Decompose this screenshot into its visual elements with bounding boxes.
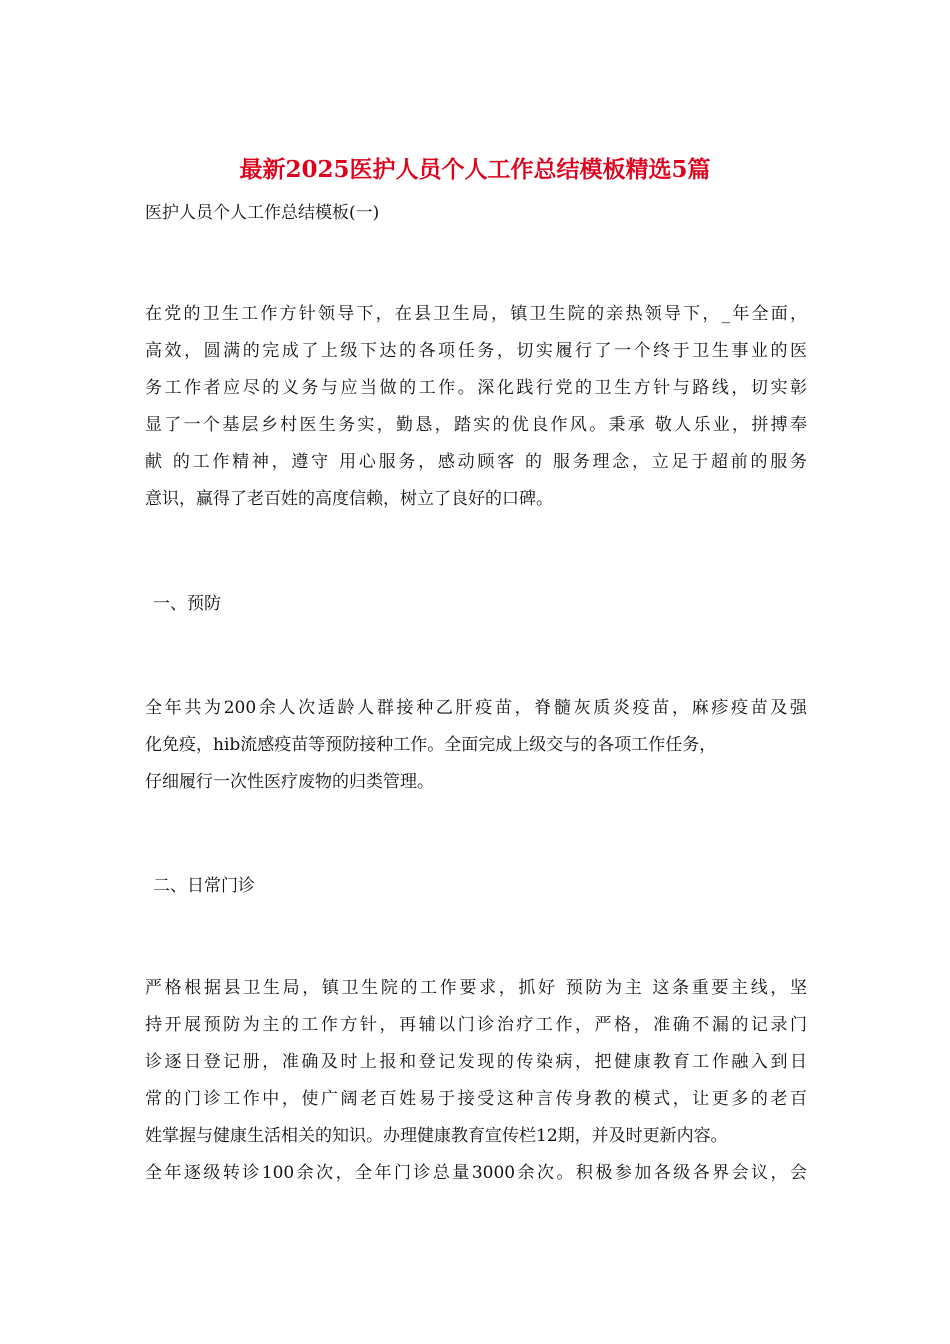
- section2-line: 持开展预防为主的工作方针，再辅以门诊治疗工作，严格，准确不漏的记录门: [145, 1015, 807, 1035]
- section2-line: 全年逐级转诊100余次，全年门诊总量3000余次。积极参加各级各界会议，会: [145, 1163, 807, 1183]
- section1-line: 仔细履行一次性医疗废物的归类管理。: [145, 772, 434, 792]
- document-title: 最新2025医护人员个人工作总结模板精选5篇: [239, 156, 711, 183]
- intro-line: 高效，圆满的完成了上级下达的各项任务，切实履行了一个终于卫生事业的医: [145, 341, 807, 361]
- intro-line: 在党的卫生工作方针领导下，在县卫生局，镇卫生院的亲热领导下，_年全面，: [145, 304, 807, 324]
- section1-line: 全年共为200余人次适龄人群接种乙肝疫苗，脊髓灰质炎疫苗，麻疹疫苗及强: [145, 698, 807, 718]
- section-heading-daily-clinic: 二、日常门诊: [153, 876, 255, 896]
- intro-line: 显了一个基层乡村医生务实，勤恳，踏实的优良作风。秉承 敬人乐业，拼搏奉: [145, 415, 807, 435]
- section2-line: 常的门诊工作中，使广阔老百姓易于接受这种言传身教的模式，让更多的老百: [145, 1089, 807, 1109]
- intro-line: 献 的工作精神，遵守 用心服务，感动顾客 的 服务理念，立足于超前的服务: [145, 452, 807, 472]
- intro-line: 意识，赢得了老百姓的高度信赖，树立了良好的口碑。: [145, 489, 553, 509]
- section-heading-prevention: 一、预防: [153, 594, 221, 614]
- section2-line: 严格根据县卫生局，镇卫生院的工作要求，抓好 预防为主 这条重要主线，坚: [145, 978, 807, 998]
- intro-line: 务工作者应尽的义务与应当做的工作。深化践行党的卫生方针与路线，切实彰: [145, 378, 807, 398]
- intro-paragraph: [145, 296, 807, 518]
- section2-paragraph: [145, 970, 807, 1192]
- document-subtitle: 医护人员个人工作总结模板(一): [145, 203, 380, 223]
- section1-paragraph: [145, 690, 807, 801]
- section2-line: 姓掌握与健康生活相关的知识。办理健康教育宣传栏12期，并及时更新内容。: [145, 1126, 728, 1146]
- section1-line: 化免疫，hib流感疫苗等预防接种工作。全面完成上级交与的各项工作任务，: [145, 735, 717, 755]
- section2-line: 诊逐日登记册，准确及时上报和登记发现的传染病，把健康教育工作融入到日: [145, 1052, 807, 1072]
